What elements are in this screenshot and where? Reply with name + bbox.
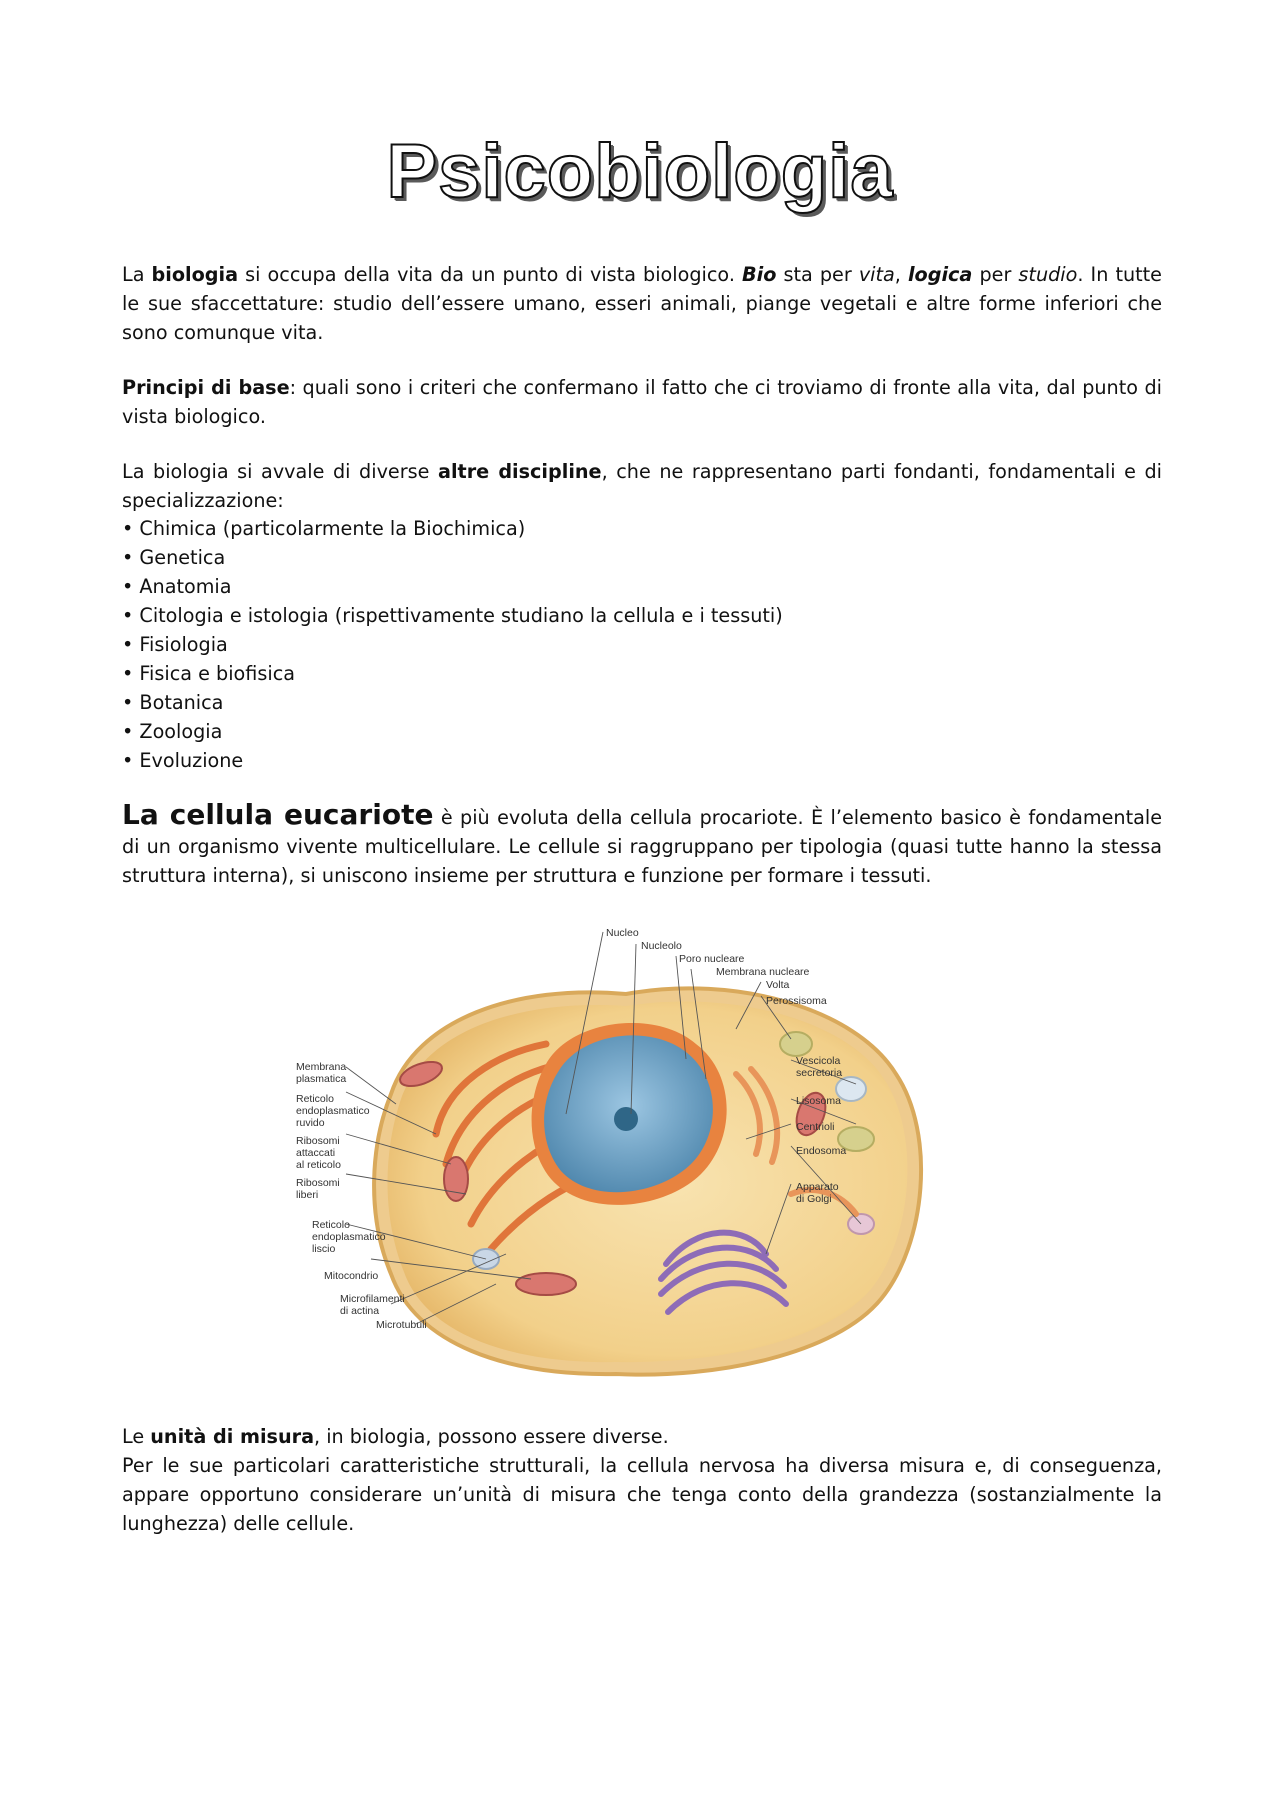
cellula-paragraph [122, 800, 1162, 890]
label-reticolo: Reticolo [296, 1093, 334, 1105]
label-ribosomi-liberi: Ribosomi [296, 1177, 340, 1189]
text: La biologia si avvale di diverse [122, 460, 438, 483]
bold-italic-term: logica [907, 263, 973, 286]
label-vescicola: Vescicola [796, 1055, 841, 1067]
bold-term: Principi di base [122, 376, 290, 399]
label-di-golgi: di Golgi [796, 1193, 832, 1205]
label-poro-nucleare: Poro nucleare [679, 953, 745, 965]
label-centrioli: Centrioli [796, 1121, 835, 1133]
list-item: • Chimica (particolarmente la Biochimica) [122, 514, 783, 543]
misura-paragraph [122, 1422, 1162, 1451]
label-secretoria: secretoria [796, 1067, 843, 1079]
list-item: • Anatomia [122, 572, 783, 601]
text: sta per [776, 263, 859, 286]
list-item: • Genetica [122, 543, 783, 572]
discipline-paragraph [122, 457, 1162, 515]
nucleolus [614, 1107, 638, 1131]
italic-term: studio [1018, 263, 1078, 286]
label-endoplasmatico-liscio: endoplasmatico [312, 1231, 386, 1243]
bold-term: unità di misura [150, 1425, 315, 1448]
italic-term: vita [858, 263, 895, 286]
label-volta: Volta [766, 979, 790, 991]
label-mitocondrio: Mitocondrio [324, 1270, 379, 1282]
list-item: • Zoologia [122, 717, 783, 746]
label-microfilamenti: Microfilamenti [340, 1293, 405, 1305]
misura-paragraph-2: Per le sue particolari caratteristiche strutturali, la cellula nervosa ha diversa misura e, di conseguenza, appare opportuno considerare un’unità di misura che tenga conto della grandezza (sostanzialmente la lunghezza) delle cellule. [122, 1454, 1162, 1535]
label-attaccati: attaccati [296, 1147, 336, 1159]
eukaryotic-cell-diagram [296, 924, 986, 1392]
label-ribosomi: Ribosomi [296, 1135, 340, 1147]
label-al-reticolo: al reticolo [296, 1159, 341, 1171]
text: , che ne rappresentano parti fondanti, fondamentali e di specializzazione: [122, 460, 1162, 512]
list-item: • Fisica e biofisica [122, 659, 783, 688]
label-membrana: Membrana [296, 1061, 347, 1073]
text: , [894, 263, 908, 286]
list-item: • Evoluzione [122, 746, 783, 775]
label-membrana-nucleare: Membrana nucleare [716, 966, 810, 978]
bold-term: altre discipline [438, 460, 602, 483]
label-nucleolo: Nucleolo [641, 940, 682, 952]
text: La [122, 263, 152, 286]
text: per [972, 263, 1019, 286]
label-endosoma: Endosoma [796, 1145, 847, 1157]
list-item: • Fisiologia [122, 630, 783, 659]
intro-paragraph [122, 260, 1162, 347]
label-lisosoma: Lisosoma [796, 1095, 841, 1107]
bold-italic-term: Bio [742, 263, 777, 286]
label-liberi: liberi [296, 1189, 319, 1201]
label-endoplasmatico: endoplasmatico [296, 1105, 370, 1117]
bold-term: biologia [151, 263, 239, 286]
discipline-list [122, 514, 783, 775]
label-apparato: Apparato [796, 1181, 839, 1193]
page-title: Psicobiologia [386, 129, 894, 214]
list-item: • Citologia e istologia (rispettivamente studiano la cellula e i tessuti) [122, 601, 783, 630]
text: è più evoluta della cellula procariote. È l’elemento basico è fondamentale di un organismo vivente multicellulare. Le cellule si raggruppano per tipologia (quasi tutte hanno la stessa struttura interna), si uniscono insieme per struttura e funzione per formare i tessuti. [122, 806, 1162, 887]
section-heading-inline: La cellula eucariote [122, 798, 434, 831]
text: : quali sono i criteri che confermano il fatto che ci troviamo di fronte alla vita, dal punto di vista biologico. [122, 376, 1162, 428]
label-plasmatica: plasmatica [296, 1073, 347, 1085]
label-microtubuli: Microtubuli [376, 1319, 427, 1331]
text: Le [122, 1425, 151, 1448]
text: . In tutte le sue sfaccettature: studio dell’essere umano, esseri animali, piange vegetali e altre forme inferiori che sono comunque vita. [122, 263, 1162, 344]
label-liscio: liscio [312, 1243, 336, 1255]
text: , in biologia, possono essere diverse. [314, 1425, 669, 1448]
label-perossisoma: Perossisoma [766, 995, 827, 1007]
label-di-actina: di actina [340, 1305, 380, 1317]
label-nucleo: Nucleo [606, 927, 639, 939]
principi-paragraph [122, 373, 1162, 431]
text: si occupa della vita da un punto di vista biologico. [238, 263, 743, 286]
label-ruvido: ruvido [296, 1117, 325, 1129]
list-item: • Botanica [122, 688, 783, 717]
label-reticolo-liscio: Reticolo [312, 1219, 350, 1231]
